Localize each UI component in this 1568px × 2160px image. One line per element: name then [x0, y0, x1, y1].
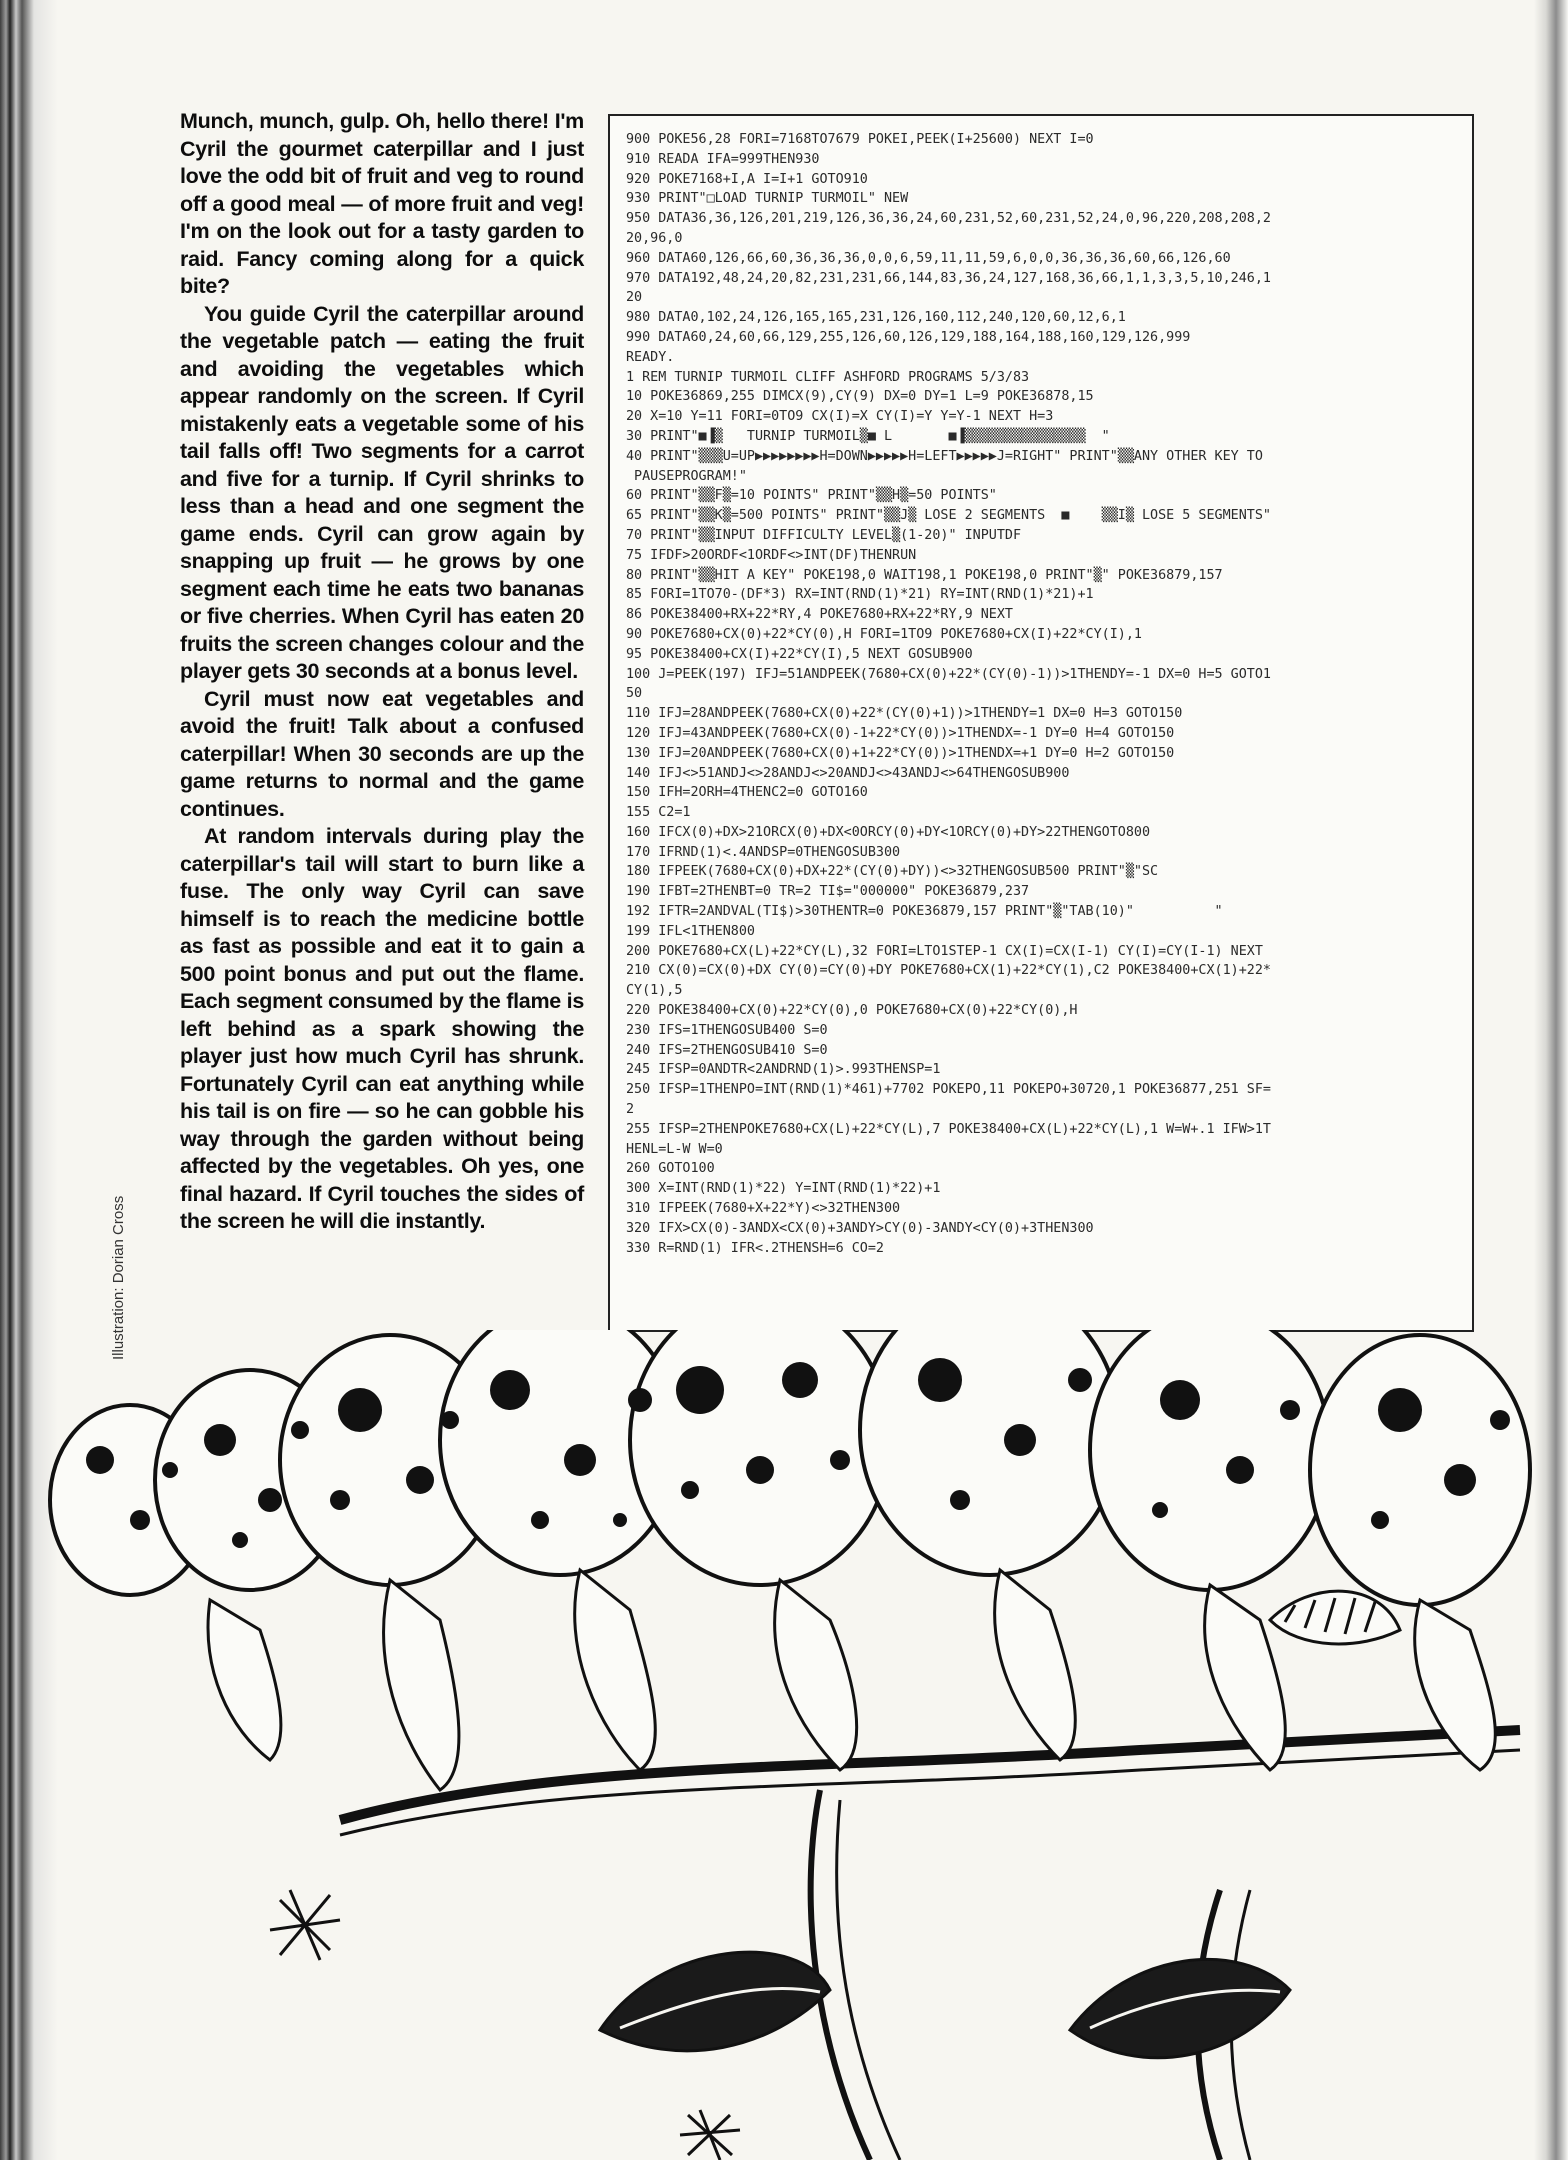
basic-program-listing — [608, 114, 1474, 1332]
code-line: 255 IFSP=2THENPOKE7680+CX(L)+22*CY(L),7 POKE38400+CX(L)+22*CY(L),1 W=W+.1 IFW>1T — [626, 1121, 1271, 1137]
article-paragraph: Cyril must now eat vegetables and avoid the fruit! Talk about a confused caterpillar! When 30 seconds are up the game returns to normal and the game continues. — [180, 686, 584, 821]
code-line: 85 FORI=1TO70-(DF*3) RX=INT(RND(1)*21) RY=INT(RND(1)*21)+1 — [626, 587, 1094, 603]
code-line: 900 POKE56,28 FORI=7168TO7679 POKEI,PEEK(I+25600) NEXT I=0 — [626, 132, 1094, 147]
code-line: 970 DATA192,48,24,20,82,231,231,66,144,83,36,24,127,168,36,66,1,1,3,3,5,10,246,1 — [626, 270, 1271, 286]
code-line: 180 IFPEEK(7680+CX(0)+DX+22*(CY(0)+DY))<>32THENGOSUB500 PRINT"▒"SC — [626, 864, 1159, 880]
code-line: 130 IFJ=20ANDPEEK(7680+CX(0)+1+22*CY(0))>1THENDX=+1 DY=0 H=2 GOTO150 — [626, 745, 1175, 761]
code-line: 30 PRINT"■▐▒ TURNIP TURMOIL▒■ L ■▐▒▒▒▒▒▒▒▒▒▒▒▒▒▒▒ " — [626, 428, 1110, 444]
code-line: 200 POKE7680+CX(L)+22*CY(L),32 FORI=LTO1STEP-1 CX(I)=CX(I-1) CY(I)=CY(I-1) NEXT — [626, 943, 1263, 959]
code-line: 86 POKE38400+RX+22*RY,4 POKE7680+RX+22*RY,9 NEXT — [626, 607, 1013, 623]
code-line: 40 PRINT"▒▒▒U=UP▶▶▶▶▶▶▶▶H=DOWN▶▶▶▶▶H=LEFT▶▶▶▶▶J=RIGHT" PRINT"▒▒ANY OTHER KEY TO — [626, 448, 1263, 464]
code-line: 910 READA IFA=999THEN930 — [626, 151, 820, 167]
code-line: 190 IFBT=2THENBT=0 TR=2 TI$="000000" POKE36879,237 — [626, 884, 1030, 900]
code-line: 210 CX(0)=CX(0)+DX CY(0)=CY(0)+DY POKE7680+CX(1)+22*CY(1),C2 POKE38400+CX(1)+22* — [626, 963, 1271, 979]
code-line: 240 IFS=2THENGOSUB410 S=0 — [626, 1042, 828, 1058]
code-line: 80 PRINT"▒▒HIT A KEY" POKE198,0 WAIT198,1 POKE198,0 PRINT"▒" POKE36879,157 — [626, 567, 1223, 583]
code-line: 60 PRINT"▒▒F▒=10 POINTS" PRINT"▒▒H▒=50 POINTS" — [626, 488, 997, 504]
code-line: 110 IFJ=28ANDPEEK(7680+CX(0)+22*(CY(0)+1))>1THENDY=1 DX=0 H=3 GOTO150 — [626, 706, 1183, 722]
code-line: 20 — [626, 290, 643, 306]
code-line: PAUSEPROGRAM!" — [626, 468, 747, 484]
code-line: 220 POKE38400+CX(0)+22*CY(0),0 POKE7680+CX(0)+22*CY(0),H — [626, 1003, 1078, 1019]
code-line: 75 IFDF>20ORDF<1ORDF<>INT(DF)THENRUN — [626, 547, 917, 563]
code-line: 150 IFH=2ORH=4THENC2=0 GOTO160 — [626, 785, 868, 801]
article-paragraph: Munch, munch, gulp. Oh, hello there! I'm Cyril the gourmet caterpillar and I just love the odd bit of fruit and veg to round off a good meal — of more fruit and veg! I'm on the look out for a tasty garden to raid. Fancy coming along for a quick bite? — [180, 109, 584, 298]
code-line: 2 — [626, 1102, 635, 1118]
article-paragraph: You guide Cyril the caterpillar around the vegetable patch — eating the fruit and avoiding the vegetables which appear randomly on the screen. If Cyril mistakenly eats a vegetable some of his tail falls off! Two segments for a carrot and five for a turnip. If Cyril shrinks to less than a head and one segment the game ends. Cyril can grow again by snapping up fruit — he grows by one segment each time he eats two bananas or five cherries. When Cyril has eaten 20 fruits the screen changes colour and the player gets 30 seconds at a bonus level. — [180, 301, 584, 683]
code-line: READY. — [626, 349, 675, 365]
code-line: 155 C2=1 — [626, 805, 691, 821]
code-line: 920 POKE7168+I,A I=I+1 GOTO910 — [626, 171, 868, 187]
code-line: 230 IFS=1THENGOSUB400 S=0 — [626, 1022, 828, 1038]
code-line: 100 J=PEEK(197) IFJ=51ANDPEEK(7680+CX(0)+22*(CY(0)-1))>1THENDY=-1 DX=0 H=5 GOTO1 — [626, 666, 1271, 682]
code-line: 50 — [626, 686, 643, 702]
code-line: HENL=L-W W=0 — [626, 1141, 723, 1157]
code-line: 320 IFX>CX(0)-3ANDX<CX(0)+3ANDY>CY(0)-3ANDY<CY(0)+3THEN300 — [626, 1220, 1094, 1236]
code-line: 70 PRINT"▒▒INPUT DIFFICULTY LEVEL▒(1-20)" INPUTDF — [626, 527, 1022, 543]
code-line: 930 PRINT"□LOAD TURNIP TURMOIL" NEW — [626, 191, 909, 207]
article-body — [180, 108, 584, 1236]
code-line: 300 X=INT(RND(1)*22) Y=INT(RND(1)*22)+1 — [626, 1181, 941, 1197]
code-line: 20,96,0 — [626, 230, 683, 246]
code-line: CY(1),5 — [626, 983, 683, 999]
code-line: 1 REM TURNIP TURMOIL CLIFF ASHFORD PROGRAMS 5/3/83 — [626, 369, 1030, 385]
code-line: 170 IFRND(1)<.4ANDSP=0THENGOSUB300 — [626, 844, 901, 860]
code-line: 10 POKE36869,255 DIMCX(9),CY(9) DX=0 DY=1 L=9 POKE36878,15 — [626, 389, 1094, 405]
code-line: 199 IFL<1THEN800 — [626, 923, 755, 939]
code-line: 65 PRINT"▒▒K▒=500 POINTS" PRINT"▒▒J▒ LOSE 2 SEGMENTS ■ ▒▒I▒ LOSE 5 SEGMENTS" — [626, 508, 1271, 524]
code-line: 140 IFJ<>51ANDJ<>28ANDJ<>20ANDJ<>43ANDJ<>64THENGOSUB900 — [626, 765, 1070, 781]
code-line: 330 R=RND(1) IFR<.2THENSH=6 CO=2 — [626, 1240, 884, 1256]
code-line: 90 POKE7680+CX(0)+22*CY(0),H FORI=1TO9 POKE7680+CX(I)+22*CY(I),1 — [626, 626, 1142, 642]
code-line: 20 X=10 Y=11 FORI=0TO9 CX(I)=X CY(I)=Y Y=Y-1 NEXT H=3 — [626, 409, 1054, 425]
code-line: 960 DATA60,126,66,60,36,36,36,0,0,6,59,11,11,59,6,0,0,36,36,36,60,66,126,60 — [626, 250, 1231, 266]
code-line: 310 IFPEEK(7680+X+22*Y)<>32THEN300 — [626, 1201, 901, 1217]
illustration-credit: Illustration: Dorian Cross — [110, 1195, 127, 1360]
code-line: 250 IFSP=1THENPO=INT(RND(1)*461)+7702 POKEPO,11 POKEPO+30720,1 POKE36877,251 SF= — [626, 1082, 1271, 1098]
article-paragraph: At random intervals during play the caterpillar's tail will start to burn like a fuse. The only way Cyril can save himself is to reach the medicine bottle as fast as possible and eat it to gain a 500 point bonus and put out the flame. Each segment consumed by the flame is left behind as a spark showing the player just how much Cyril has shrunk. Fortunately Cyril can eat anything while his tail is on fire — so he can gobble his way through the garden without being affected by the vegetables. Oh yes, one final hazard. If Cyril touches the sides of the screen he will die instantly. — [180, 824, 584, 1233]
code-line: 990 DATA60,24,60,66,129,255,126,60,126,129,188,164,188,160,129,126,999 — [626, 329, 1191, 345]
code-line: 950 DATA36,36,126,201,219,126,36,36,24,60,231,52,60,231,52,24,0,96,220,208,208,2 — [626, 211, 1271, 227]
code-line: 245 IFSP=0ANDTR<2ANDRND(1)>.993THENSP=1 — [626, 1062, 941, 1078]
code-line: 260 GOTO100 — [626, 1161, 715, 1177]
code-line: 160 IFCX(0)+DX>21ORCX(0)+DX<0ORCY(0)+DY<1ORCY(0)+DY>22THENGOTO800 — [626, 824, 1151, 840]
code-line: 95 POKE38400+CX(I)+22*CY(I),5 NEXT GOSUB900 — [626, 646, 973, 662]
code-line: 120 IFJ=43ANDPEEK(7680+CX(0)-1+22*CY(0))>1THENDX=-1 DY=0 H=4 GOTO150 — [626, 725, 1175, 741]
code-line: 980 DATA0,102,24,126,165,165,231,126,160,112,240,120,60,12,6,1 — [626, 310, 1126, 326]
code-line: 192 IFTR=2ANDVAL(TI$)>30THENTR=0 POKE36879,157 PRINT"▒"TAB(10)" " — [626, 904, 1223, 920]
